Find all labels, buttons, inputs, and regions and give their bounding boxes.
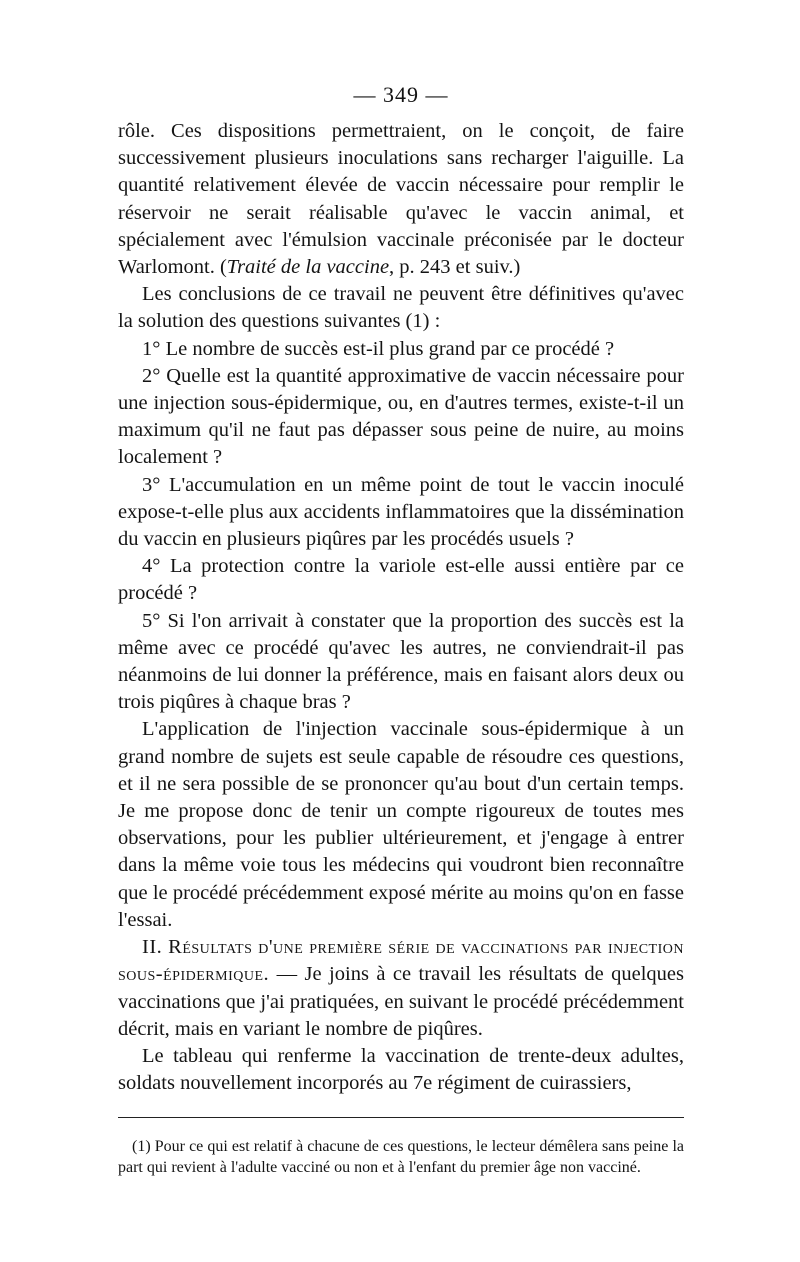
- book-title-reference: Traité de la vaccine: [226, 256, 390, 279]
- paragraph-text: — Je joins à ce travail les résultats de quelques vaccinations que j'ai pratiquées, en suivant le procédé précédemment décrit, mais en variant le nombre de piqûres.: [118, 963, 684, 1040]
- paragraph-text: rôle. Ces dispositions permettraient, on le conçoit, de faire successivement plusieurs inoculations sans recharger l'aiguille. La quantité relativement élevée de vaccin nécessaire pour remplir le réservoir ne serait réalisable qu'avec le vaccin animal, et spécialement avec l'émulsion vaccinale préconisée par le docteur Warlomont. (: [118, 120, 684, 279]
- page-number: — 349 —: [353, 82, 449, 107]
- paragraph-continuation: [118, 118, 684, 281]
- footnote: (1) Pour ce qui est relatif à chacune de ces questions, le lecteur démêlera sans peine la part qui revient à l'adulte vacciné ou non et à l'enfant du premier âge non vacciné.: [118, 1138, 684, 1177]
- paragraph-text: , p. 243 et suiv.): [389, 256, 521, 279]
- question-4: 4° La protection contre la variole est-elle aussi entière par ce procédé ?: [118, 555, 684, 605]
- paragraph-conclusions: Les conclusions de ce travail ne peuvent être définitives qu'avec la solution des questions suivantes (1) :: [118, 283, 684, 333]
- paragraph-application: L'application de l'injection vaccinale sous-épidermique à un grand nombre de sujets est seule capable de résoudre ces questions, et il ne sera possible de se prononcer qu'au bout d'un certain temps. Je me propose donc de tenir un compte rigoureux de toutes mes observations, pour les publier ultérieurement, et j'engage à entrer dans la même voie tous les médecins qui voudront bien reconnaître que le procédé précédemment exposé mérite au moins qu'on en fasse l'essai.: [118, 718, 684, 931]
- paragraph-tableau: Le tableau qui renferme la vaccination de trente-deux adultes, soldats nouvellement incorporés au 7e régiment de cuirassiers,: [118, 1044, 684, 1095]
- question-1: 1° Le nombre de succès est-il plus grand par ce procédé ?: [142, 337, 615, 360]
- question-5: 5° Si l'on arrivait à constater que la proportion des succès est la même avec ce procédé qu'avec les autres, ne conviendrait-il pas néanmoins de lui donner la préférence, mais en faisant alors deux ou trois piqûres à chaque bras ?: [118, 609, 684, 714]
- section-paragraph: [118, 934, 684, 1043]
- question-2: 2° Quelle est la quantité approximative de vaccin nécessaire pour une injection sous-épidermique, ou, en d'autres termes, existe-t-il un maximum qu'il ne faut pas dépasser sous peine de nuire, au moins localement ?: [118, 364, 684, 469]
- question-3: 3° L'accumulation en un même point de tout le vaccin inoculé expose-t-elle plus aux accidents inflammatoires que la dissémination du vaccin en plusieurs piqûres par les procédés usuels ?: [118, 473, 684, 551]
- book-page: [118, 82, 684, 1178]
- body-text: [118, 118, 684, 1097]
- footnote-divider: [118, 1117, 684, 1118]
- section-heading: II. Résultats d'une première série de vaccinations par injection sous-épidermique.: [118, 936, 684, 986]
